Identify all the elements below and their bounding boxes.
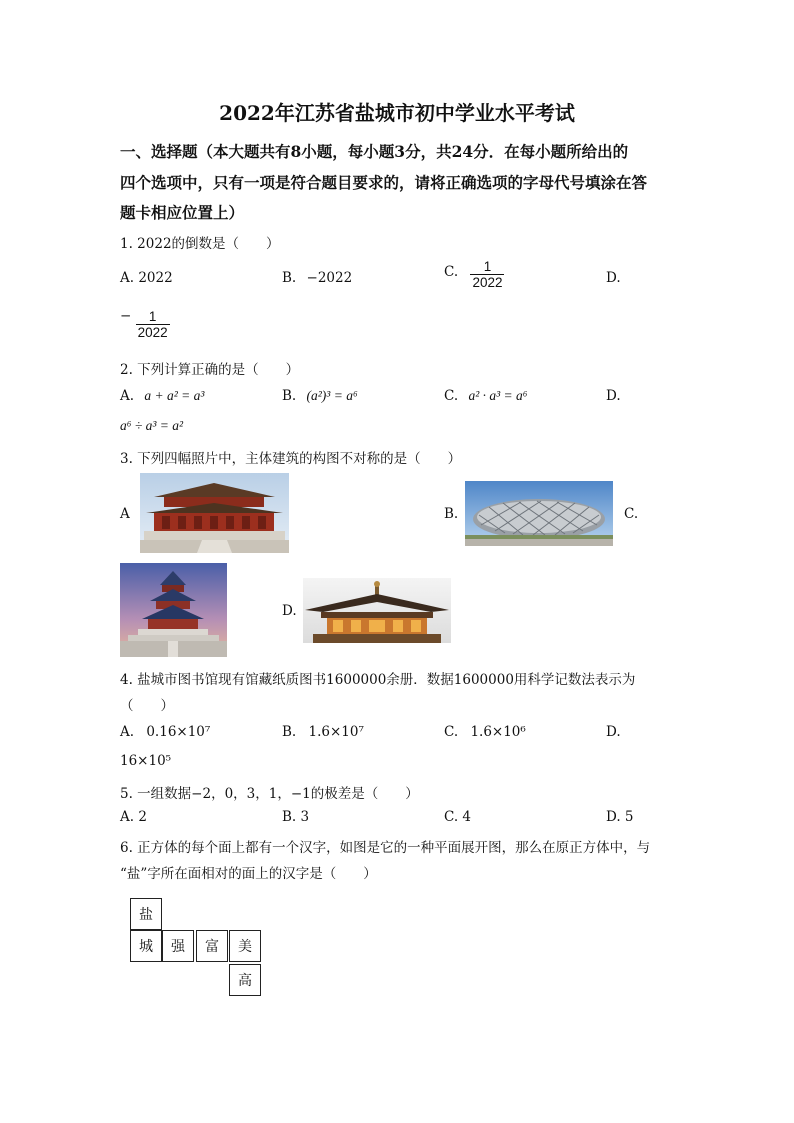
q1-option-d-denominator: 2022 xyxy=(137,325,168,340)
q5-option-c: C. 4 xyxy=(444,809,472,825)
q4-option-b-expr: 1.6×10⁷ xyxy=(308,724,364,740)
palace-hall-image xyxy=(140,473,289,553)
q1-option-d-sign: − xyxy=(120,308,132,324)
q3-option-b-label: B. xyxy=(444,506,459,522)
q1-option-c xyxy=(444,259,504,290)
q2-option-b xyxy=(282,388,358,404)
q5-stem: 5. 一组数据−2，0，3，1，−1的极差是（ ） xyxy=(120,786,419,802)
q1-option-d-numerator: 1 xyxy=(148,309,157,324)
cube-net-cell: 城 xyxy=(130,930,162,962)
photo-temple-of-heaven xyxy=(120,563,227,657)
q4-option-a-label: A. xyxy=(120,724,135,740)
q1-option-c-denominator: 2022 xyxy=(472,275,503,290)
q4-option-b-label: B. xyxy=(282,724,297,740)
cube-net-cell: 富 xyxy=(196,930,228,962)
q4-option-d-expr: 16×10⁵ xyxy=(120,753,172,769)
temple-image xyxy=(120,563,227,657)
q4-stem-line2: （ ） xyxy=(120,698,174,714)
q4-option-d-label: D. xyxy=(606,724,621,740)
q2-option-a-label: A. xyxy=(120,388,135,404)
pavilion-image xyxy=(303,578,451,643)
section-heading-line3: 题卡相应位置上） xyxy=(120,203,245,222)
q4-option-c xyxy=(444,724,526,740)
q3-option-c-label: C. xyxy=(624,506,639,522)
q1-option-a: A. 2022 xyxy=(120,270,173,286)
q1-option-b-label: B. xyxy=(282,270,297,286)
q1-option-b xyxy=(282,270,352,286)
q1-option-d-label: D. xyxy=(606,270,621,286)
q2-option-b-expr: (a²)³ = a⁶ xyxy=(306,388,358,403)
q2-option-a xyxy=(120,388,204,404)
q1-stem: 1. 2022的倒数是（ ） xyxy=(120,236,280,252)
q2-option-d-label: D. xyxy=(606,388,621,404)
q4-option-a xyxy=(120,724,210,740)
q2-option-c xyxy=(444,388,527,404)
q6-stem-line2: “盐”字所在面相对的面上的汉字是（ ） xyxy=(120,866,377,882)
q3-option-d-label: D. xyxy=(282,603,297,619)
q4-option-c-expr: 1.6×10⁶ xyxy=(470,724,526,740)
q6-stem-line1: 6. 正方体的每个面上都有一个汉字，如图是它的一种平面展开图，那么在原正方体中，与 xyxy=(120,840,651,856)
q2-option-a-expr: a + a² = a³ xyxy=(144,388,205,403)
photo-palace-hall xyxy=(140,473,289,553)
q2-option-d-expr: a⁶ ÷ a³ = a² xyxy=(120,418,184,433)
q5-option-b: B. 3 xyxy=(282,809,310,825)
q4-option-c-label: C. xyxy=(444,724,459,740)
q3-option-a-label: A xyxy=(120,506,130,522)
stadium-image xyxy=(465,481,613,546)
cube-net-cell: 美 xyxy=(229,930,261,962)
photo-lit-pavilion xyxy=(303,578,451,643)
cube-net-cell: 强 xyxy=(162,930,194,962)
q1-option-c-numerator: 1 xyxy=(483,259,492,274)
q1-option-b-value: −2022 xyxy=(306,270,353,286)
q4-option-b xyxy=(282,724,364,740)
q2-option-c-label: C. xyxy=(444,388,459,404)
q4-stem-line1: 4. 盐城市图书馆现有馆藏纸质图书1600000余册．数据1600000用科学记数法表示为 xyxy=(120,672,636,688)
cube-net-cell: 盐 xyxy=(130,898,162,930)
q1-option-d xyxy=(120,309,170,340)
q1-option-c-label: C. xyxy=(444,264,459,280)
q2-option-b-label: B. xyxy=(282,388,297,404)
cube-net-cell: 高 xyxy=(229,964,261,996)
section-heading-line2: 四个选项中，只有一项是符合题目要求的，请将正确选项的字母代号填涂在答 xyxy=(120,173,648,192)
q5-option-d: D. 5 xyxy=(606,809,634,825)
page-title: 2022年江苏省盐城市初中学业水平考试 xyxy=(219,101,575,125)
q3-stem: 3. 下列四幅照片中，主体建筑的构图不对称的是（ ） xyxy=(120,451,462,467)
q2-stem: 2. 下列计算正确的是（ ） xyxy=(120,362,300,378)
section-heading-line1: 一、选择题（本大题共有8小题，每小题3分，共24分．在每小题所给出的 xyxy=(120,142,629,161)
q4-option-a-expr: 0.16×10⁷ xyxy=(146,724,211,740)
q1-option-d-fraction xyxy=(136,309,170,340)
photo-birds-nest-stadium xyxy=(465,481,613,546)
q2-option-c-expr: a² · a³ = a⁶ xyxy=(468,388,528,403)
q1-option-c-fraction xyxy=(470,259,504,290)
q5-option-a: A. 2 xyxy=(120,809,147,825)
